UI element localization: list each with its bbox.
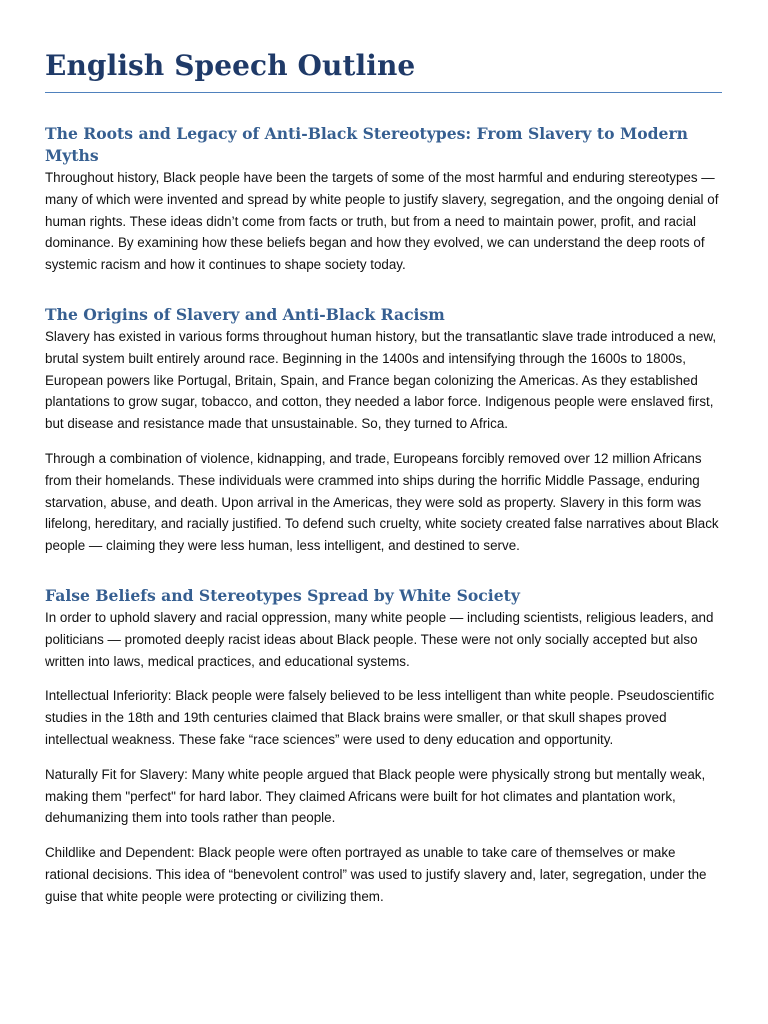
document-title: English Speech Outline (45, 49, 416, 82)
spacer (45, 276, 723, 304)
section-heading: The Origins of Slavery and Anti-Black Racism (45, 304, 445, 324)
paragraph: Throughout history, Black people have been the targets of some of the most harmful and enduring stereotypes — many of which were invented and spread by white people to justify slavery, segregation, and the ongoing denial of human rights. These ideas didn’t come from facts or truth, but from a need to maintain power, profit, and racial dominance. By examining how these beliefs began and how they evolved, we can understand the deep roots of systemic racism and how it continues to shape society today. (45, 170, 719, 273)
section-origins-of-slavery (45, 304, 723, 557)
section-false-beliefs (45, 585, 723, 908)
spacer (45, 672, 723, 685)
paragraph: Childlike and Dependent: Black people were often portrayed as unable to take care of themselves or make rational decisions. This idea of “benevolent control” was used to justify slavery and, later, segregation, under the guise that white people were protecting or civilizing them. (45, 845, 707, 904)
spacer (45, 829, 723, 842)
spacer (45, 93, 723, 123)
paragraph: In order to uphold slavery and racial oppression, many white people — including scientists, religious leaders, and politicians — promoted deeply racist ideas about Black people. These were not only socially accepted but also written into laws, medical practices, and educational systems. (45, 609, 714, 669)
section-heading: The Roots and Legacy of Anti-Black Stereotypes: From Slavery to Modern Myths (45, 124, 688, 165)
section-roots-and-legacy (45, 123, 723, 276)
spacer (45, 435, 723, 448)
document-page (45, 46, 723, 908)
paragraph: Intellectual Inferiority: Black people were falsely believed to be less intelligent than white people. Pseudoscientific studies in the 18th and 19th centuries claimed that Black brains were smaller, or that skull shapes proved intellectual weakness. These fake “race sciences” were used to deny education and opportunity. (45, 688, 715, 747)
paragraph: Slavery has existed in various forms throughout human history, but the transatlantic slave trade introduced a new, brutal system built entirely around race. Beginning in the 1400s and intensifying through the 1600s to 1800s, European powers like Portugal, Britain, Spain, and France began colonizing the Americas. As they established plantations to grow sugar, tobacco, and cotton, they needed a labor force. Indigenous people were enslaved first, but disease and resistance made that unsustainable. So, they turned to Africa. (45, 328, 717, 432)
spacer (45, 751, 723, 764)
paragraph: Naturally Fit for Slavery: Many white people argued that Black people were physically strong but mentally weak, making them "perfect" for hard labor. They claimed Africans were built for hot climates and plantation work, dehumanizing them into tools rather than people. (45, 766, 706, 826)
spacer (45, 557, 723, 585)
paragraph: Through a combination of violence, kidnapping, and trade, Europeans forcibly removed over 12 million Africans from their homelands. These individuals were crammed into ships during the horrific Middle Passage, enduring starvation, abuse, and death. Upon arrival in the Americas, they were sold as property. Slavery in this form was lifelong, hereditary, and racially justified. To defend such cruelty, white society created false narratives about Black people — claiming they were less human, less intelligent, and destined to serve. (45, 450, 719, 554)
section-heading: False Beliefs and Stereotypes Spread by White Society (45, 585, 520, 605)
